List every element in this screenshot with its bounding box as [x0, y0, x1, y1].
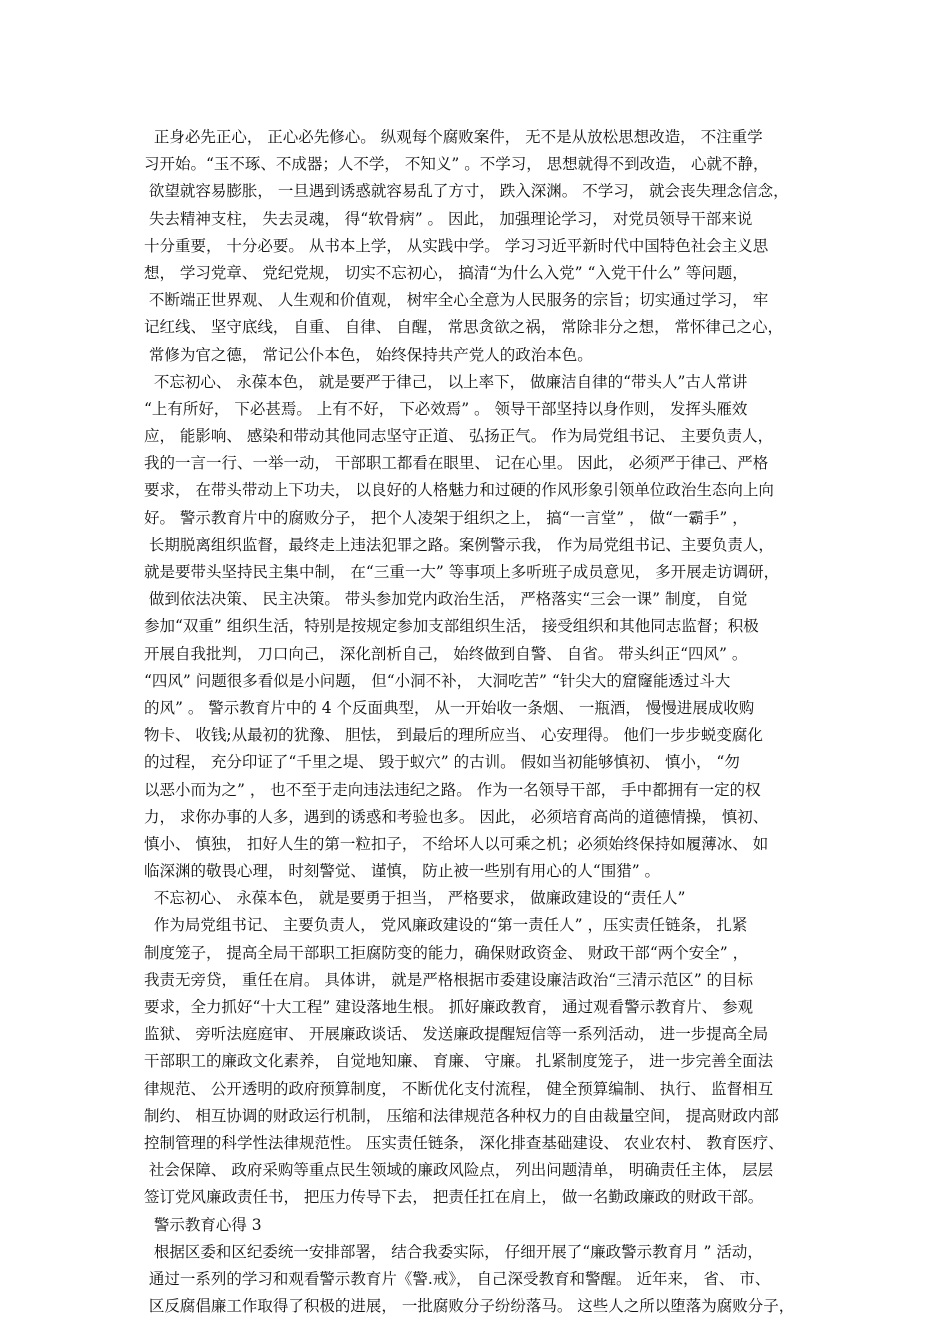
text-line: 想， 学习党章、 党纪党规， 切实不忘初心， 搞清“为什么入党” “入党干什么” 等问题， [144, 263, 748, 282]
text-line: “四风” 问题很多看似是小问题， 但“小洞不补， 大洞吃苦” “针尖大的窟窿能透过斗大 [144, 671, 731, 690]
text-line: 好。 警示教育片中的腐败分子， 把个人凌架于组织之上， 搞“一言堂” ， 做“一霸手” ， [144, 508, 748, 527]
text-line: 失去精神支柱， 失去灵魂， 得“软骨病” 。 因此， 加强理论学习， 对党员领导干部来说 [144, 209, 753, 228]
text-line: 不忘初心、 永葆本色， 就是要勇于担当， 严格要求， 做廉政建设的“责任人” [144, 889, 686, 908]
text-line: 干部职工的廉政文化素养， 自觉地知廉、 育廉、 守廉。 扎紧制度笼子， 进一步完善全面法 [144, 1052, 774, 1071]
text-line: 物卡、 收钱;从最初的犹豫、 胆怯， 到最后的理所应当、 心安理得。 他们一步步蜕变腐化 [144, 726, 763, 745]
document-body [144, 124, 828, 1320]
text-line: 的过程， 充分印证了“千里之堤、 毁于蚁穴” 的古训。 假如当初能够慎初、 慎小， “勿 [144, 753, 740, 772]
text-line: 不断端正世界观、 人生观和价值观， 树牢全心全意为人民服务的宗旨；切实通过学习， 牢 [144, 291, 769, 310]
text-line: 的风” 。 警示教育片中的 4 个反面典型， 从一开始收一条烟、 一瓶酒， 慢慢进展成收购 [144, 698, 755, 717]
text-line: 慎小、 慎独， 扣好人生的第一粒扣子， 不给坏人以可乘之机；必须始终保持如履薄冰、 如 [144, 834, 769, 853]
text-line: 要求， 在带头带动上下功夫， 以良好的人格魅力和过硬的作风形象引领单位政治生态向上向 [144, 481, 774, 500]
text-line: 要求，全力抓好“十大工程” 建设落地生根。 抓好廉政教育， 通过观看警示教育片、 参观 [144, 998, 754, 1016]
text-line: 力， 求你办事的人多，遇到的诱惑和考验也多。 因此， 必须培育高尚的道德情操， 慎初、 [144, 807, 769, 826]
text-line: “上有所好， 下必甚焉。 上有不好， 下必效焉” 。 领导干部坚持以身作则， 发挥头雁效 [144, 399, 748, 418]
text-line: 律规范、 公开透明的政府预算制度， 不断优化支付流程， 健全预算编制、 执行、 监督相互 [144, 1079, 774, 1098]
text-line: 习开始。“玉不琢、不成器；人不学， 不知义” 。不学习， 思想就得不到改造， 心就不静， [144, 155, 769, 174]
text-line: 根据区委和区纪委统一安排部署， 结合我委实际， 仔细开展了“廉政警示教育月 ” 活动， [144, 1242, 763, 1261]
text-line: 制度笼子， 提高全局干部职工拒腐防变的能力，确保财政资金、 财政干部“两个安全” ， [144, 943, 749, 962]
text-line: 警示教育心得 3 [144, 1215, 262, 1234]
text-line: 开展自我批判， 刀口向己， 深化剖析自己， 始终做到自警、 自省。 带头纠正“四风” 。 [144, 644, 748, 663]
text-line: 记红线、 坚守底线， 自重、 自律、 自醒， 常思贪欲之祸， 常除非分之想， 常怀律己之心， [144, 318, 783, 337]
text-line: 做到依法决策、 民主决策。 带头参加党内政治生活， 严格落实“三会一课” 制度， 自觉 [144, 590, 748, 609]
text-line: 通过一系列的学习和观看警示教育片《警.戒》， 自己深受教育和警醒。 近年来， 省、 市、 [144, 1269, 771, 1288]
text-line: 应， 能影响、 感染和带动其他同志坚守正道、 弘扬正气。 作为局党组书记、 主要负责人， [144, 427, 774, 446]
text-line: 监狱、 旁听法庭庭审、 开展廉政谈话、 发送廉政提醒短信等一系列活动， 进一步提高全局 [144, 1025, 769, 1044]
text-line: 作为局党组书记、 主要负责人， 党风廉政建设的“第一责任人” ，压实责任链条， 扎紧 [144, 916, 748, 935]
text-line: 签订党风廉政责任书， 把压力传导下去， 把责任扛在肩上， 做一名勤政廉政的财政干部。 [144, 1188, 764, 1207]
text-line: 正身必先正心， 正心必先修心。 纵观每个腐败案件， 无不是从放松思想改造， 不注重学 [144, 128, 763, 146]
text-line: 临深渊的敬畏心理， 时刻警觉、 谨慎， 防止被一些别有用心的人“围猎” 。 [144, 862, 661, 881]
text-line: 以恶小而为之” ， 也不至于走向违法违纪之路。 作为一名领导干部， 手中都拥有一定的权 [144, 780, 761, 799]
text-line: 我的一言一行、一举一动， 干部职工都看在眼里、 记在心里。 因此， 必须严于律己、严格 [144, 454, 769, 473]
text-line: 区反腐倡廉工作取得了积极的进展， 一批腐败分子纷纷落马。 这些人之所以堕落为腐败分子， [144, 1297, 795, 1316]
text-line: 常修为官之德， 常记公仆本色， 始终保持共产党人的政治本色。 [144, 345, 593, 364]
text-line: 不忘初心、 永葆本色， 就是要严于律己， 以上率下， 做廉洁自律的“带头人”古人常讲 [144, 372, 748, 391]
text-line: 我责无旁贷， 重任在肩。 具体讲， 就是严格根据市委建设廉洁政治“三清示范区” 的目标 [144, 970, 754, 989]
text-line: 欲望就容易膨胀， 一旦遇到诱惑就容易乱了方寸， 跌入深渊。 不学习， 就会丧失理念信念， [144, 182, 789, 201]
text-line: 社会保障、 政府采购等重点民生领域的廉政风险点， 列出问题清单， 明确责任主体， 层层 [144, 1161, 774, 1180]
text-line: 制约、 相互协调的财政运行机制， 压缩和法律规范各种权力的自由裁量空间， 提高财政内部 [144, 1106, 779, 1125]
text-line: 就是要带头坚持民主集中制， 在“三重一大” 等事项上多听班子成员意见， 多开展走访调研， [144, 563, 780, 581]
text-line: 十分重要， 十分必要。 从书本上学， 从实践中学。 学习习近平新时代中国特色社会主义思 [144, 236, 769, 255]
text-line: 控制管理的科学性法律规范性。 压实责任链条， 深化排查基础建设、 农业农村、 教育医疗、 [144, 1133, 784, 1152]
text-line: 参加“双重” 组织生活，特别是按规定参加支部组织生活， 接受组织和其他同志监督；积极 [144, 617, 759, 636]
text-line: 长期脱离组织监督，最终走上违法犯罪之路。案例警示我， 作为局党组书记、主要负责人， [144, 535, 774, 554]
